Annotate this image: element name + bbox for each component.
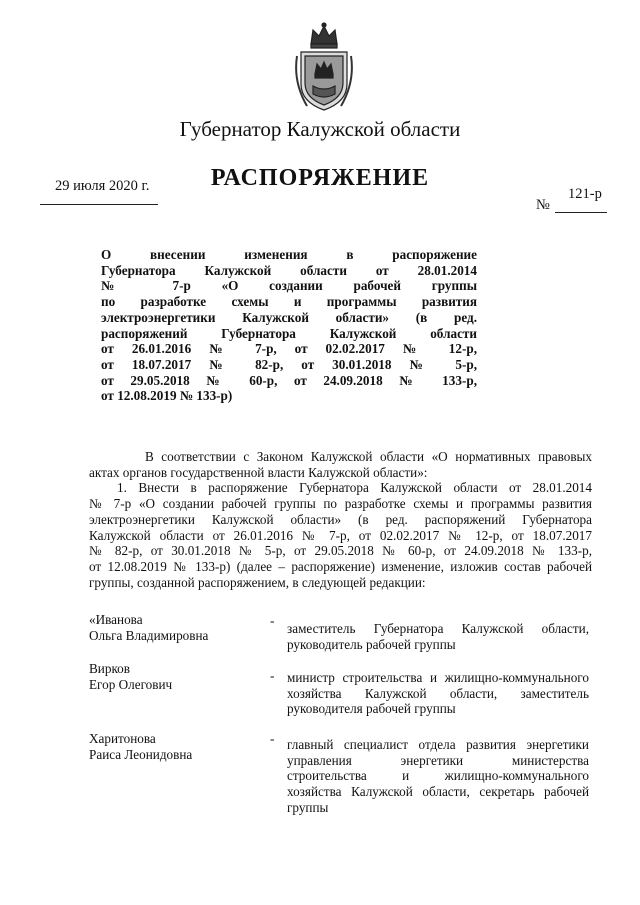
body-line: актах органов государственной власти Калужской области»: [89,464,428,480]
member-name [89,612,208,643]
document-body [89,449,592,590]
role-line: заместитель Губернатора Калужской области, [287,621,589,636]
subject-line: распоряжений Губернатора Калужской области [101,325,477,341]
coat-of-arms-emblem [293,22,355,112]
role-line: управления энергетики министерства [287,752,589,768]
subject-line: № 7-р «О создании рабочей группы [101,278,477,294]
body-line: № 7-р «О создании рабочей группы по разработке схемы и программы развития [89,496,592,512]
member-role [287,670,589,717]
subject-line: от 29.05.2018 № 60-р, от 24.09.2018 № 133-р, [101,372,477,388]
document-number: 121-р [568,186,602,202]
member-role [287,737,589,816]
subject-line: электроэнергетики Калужской области» (в ред. [101,309,477,325]
body-line: 1. Внести в распоряжение Губернатора Калужской области от 28.01.2014 [117,480,592,496]
body-line: В соответствии с Законом Калужской области «О нормативных правовых [145,449,592,464]
authority-title: Губернатор Калужской области [179,117,461,141]
body-line: группы, созданной распоряжением, в следующей редакции: [89,574,426,590]
document-date: 29 июля 2020 г. [55,178,150,194]
member-name [89,731,192,762]
role-line: руководитель рабочей группы [287,636,456,652]
member-role [287,621,589,652]
member-surname: Харитонова [89,731,156,746]
number-underline [555,212,607,213]
role-line: хозяйства Калужской области, заместитель [287,685,589,701]
number-sign: № [536,197,550,213]
member-given-name: Егор Олегович [89,676,173,692]
role-line: хозяйства Калужской области, секретарь рабочей [287,784,589,800]
subject-line: по разработке схемы и программы развития [101,294,477,310]
date-underline [40,204,158,205]
member-dash: - [270,731,275,746]
body-line: электроэнергетики Калужской области» (в ред. распоряжений Губернатора [89,511,592,527]
document-type-title: РАСПОРЯЖЕНИЕ [210,165,430,191]
document-subject [101,247,477,404]
role-line: руководителя рабочей группы [287,701,456,717]
body-line: Калужской области от 26.01.2016 № 7-р, от 02.02.2017 № 12-р, от 18.07.2017 [89,527,592,543]
member-surname: Вирков [89,661,131,676]
member-dash: - [270,613,275,628]
member-dash: - [270,668,275,683]
role-line: строительства и жилищно-коммунального [287,768,589,784]
role-line: главный специалист отдела развития энергетики [287,737,589,752]
subject-line: Губернатора Калужской области от 28.01.2014 [101,262,477,278]
subject-line: от 12.08.2019 № 133-р) [101,388,233,404]
subject-line: от 18.07.2017 № 82-р, от 30.01.2018 № 5-р, [101,356,477,372]
subject-line: от 26.01.2016 № 7-р, от 02.02.2017 № 12-р, [101,341,477,357]
member-given-name: Ольга Владимировна [89,627,209,643]
role-line: министр строительства и жилищно-коммунального [287,670,589,685]
role-line: группы [287,799,329,815]
member-name [89,661,172,692]
member-given-name: Раиса Леонидовна [89,746,193,762]
body-line: № 82-р, от 30.01.2018 № 5-р, от 29.05.2018 № 60-р, от 24.09.2018 № 133-р, [89,543,592,559]
member-surname: «Иванова [89,612,143,627]
body-line: от 12.08.2019 № 133-р) (далее – распоряжение) изменение, изложив состав рабочей [89,558,592,574]
subject-line: О внесении изменения в распоряжение [101,247,477,262]
